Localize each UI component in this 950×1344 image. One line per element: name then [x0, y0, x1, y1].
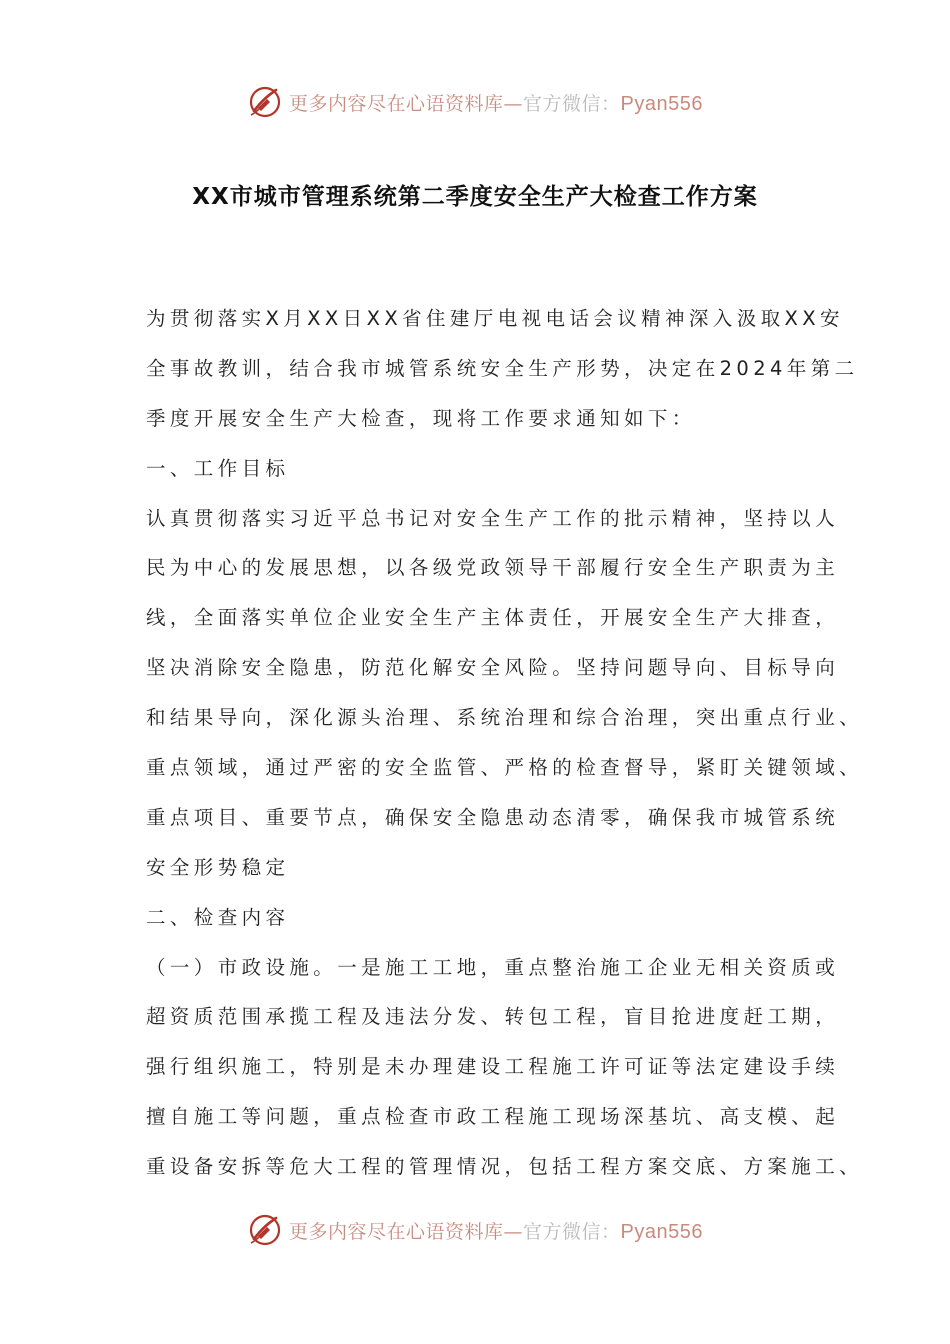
- text-line: 重点项目、重要节点，确保安全隐患动态清零，确保我市城管系统: [146, 805, 840, 829]
- banner-wechat-id: Pyan556: [620, 1220, 703, 1243]
- banner-wechat-label: 官方微信：: [523, 92, 621, 115]
- banner-slogan: 更多内容尽在心语资料库—: [289, 1220, 524, 1243]
- document-body: [146, 294, 864, 1192]
- footer-banner: [0, 1210, 950, 1250]
- banner-text: [289, 1217, 703, 1244]
- document-title: XX市城市管理系统第二季度安全生产大检查工作方案: [192, 184, 758, 210]
- text-line: 线，全面落实单位企业安全生产主体责任，开展安全生产大排查，: [146, 606, 840, 630]
- text-line: 擅自施工等问题，重点检查市政工程施工现场深基坑、高支模、起: [146, 1105, 840, 1129]
- header-banner: [0, 82, 950, 122]
- text-line: 民为中心的发展思想，以各级党政领导干部履行安全生产职责为主: [146, 556, 840, 580]
- text-line: 季度开展安全生产大检查，现将工作要求通知如下：: [146, 406, 696, 430]
- text-line: 强行组织施工，特别是未办理建设工程施工许可证等法定建设手续: [146, 1055, 840, 1079]
- text-line: 全事故教训，结合我市城管系统安全生产形势，决定在2024年第二: [146, 356, 859, 380]
- section-heading: 二、检查内容: [146, 905, 290, 929]
- text-line: 安全形势稳定: [146, 855, 290, 879]
- text-line: 坚决消除安全隐患，防范化解安全风险。坚持问题导向、目标导向: [146, 656, 840, 680]
- banner-wechat-label: 官方微信：: [523, 1220, 621, 1243]
- banner-text: [289, 89, 703, 116]
- banner-slogan: 更多内容尽在心语资料库—: [289, 92, 524, 115]
- text-line: 重点领域，通过严密的安全监管、严格的检查督导，紧盯关键领域、: [146, 756, 864, 780]
- pen-circle-logo-icon: [247, 1212, 283, 1248]
- section-heading: 一、工作目标: [146, 456, 290, 480]
- text-line: 为贯彻落实X月XX日XX省住建厅电视电话会议精神深入汲取XX安: [146, 307, 844, 330]
- text-line: 重设备安拆等危大工程的管理情况，包括工程方案交底、方案施工、: [146, 1155, 864, 1179]
- text-line: 认真贯彻落实习近平总书记对安全生产工作的批示精神，坚持以人: [146, 506, 840, 530]
- text-line: （一）市政设施。一是施工工地，重点整治施工企业无相关资质或: [146, 955, 840, 979]
- text-line: 和结果导向，深化源头治理、系统治理和综合治理，突出重点行业、: [146, 706, 864, 730]
- banner-wechat-id: Pyan556: [620, 92, 703, 115]
- text-line: 超资质范围承揽工程及违法分发、转包工程，盲目抢进度赶工期，: [146, 1005, 840, 1029]
- pen-circle-logo-icon: [247, 84, 283, 120]
